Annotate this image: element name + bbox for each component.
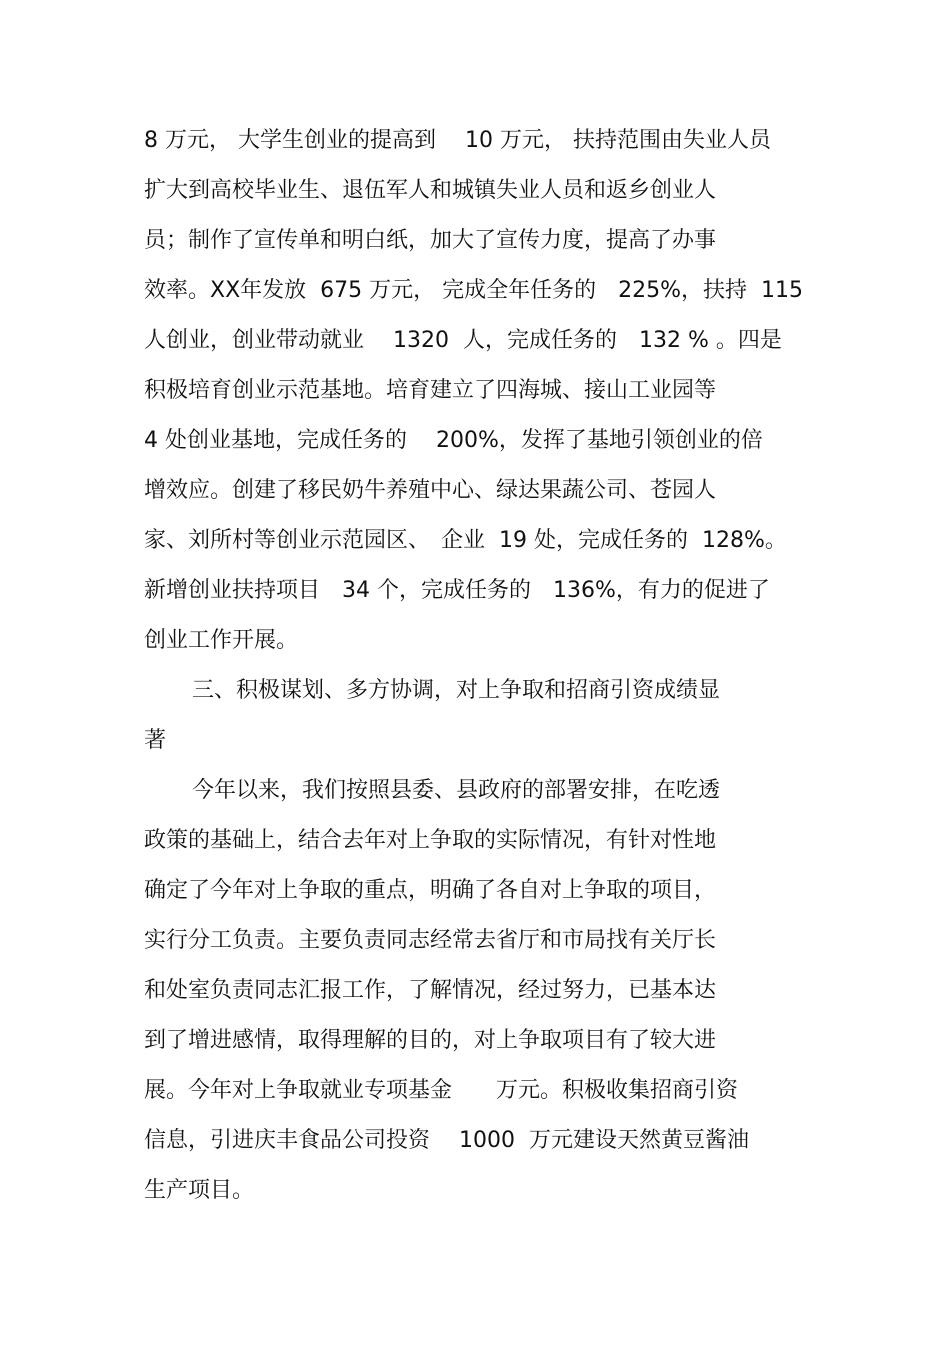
text-line-22: 生产项目。	[144, 1178, 255, 1203]
text-line-15: 政策的基础上，结合去年对上争取的实际情况，有针对性地	[144, 828, 717, 853]
text-line-7: 4 处创业基地，完成任务的 200%，发挥了基地引领创业的倍	[144, 428, 763, 453]
text-line-20: 展。今年对上争取就业专项基金 万元。积极收集招商引资	[144, 1078, 739, 1103]
text-line-3: 员；制作了宣传单和明白纸，加大了宣传力度，提高了办事	[144, 228, 717, 253]
section-heading-continued: 著	[144, 728, 167, 753]
text-line-21: 信息，引进庆丰食品公司投资 1000 万元建设天然黄豆酱油	[144, 1128, 749, 1153]
text-line-6: 积极培育创业示范基地。培育建立了四海城、接山工业园等	[144, 378, 717, 403]
text-line-9: 家、刘所村等创业示范园区、 企业 19 处，完成任务的 128%。	[144, 528, 787, 553]
text-line-11: 创业工作开展。	[144, 628, 299, 653]
text-line-14: 今年以来，我们按照县委、县政府的部署安排，在吃透	[192, 778, 721, 803]
text-line-10: 新增创业扶持项目 34 个，完成任务的 136%，有力的促进了	[144, 578, 770, 603]
text-line-19: 到了增进感情，取得理解的目的，对上争取项目有了较大进	[144, 1028, 717, 1053]
text-line-16: 确定了今年对上争取的重点，明确了各自对上争取的项目，	[144, 878, 717, 903]
text-line-1: 8 万元， 大学生创业的提高到 10 万元， 扶持范围由失业人员	[144, 128, 771, 153]
text-line-8: 增效应。创建了移民奶牛养殖中心、绿达果蔬公司、苍园人	[144, 478, 717, 503]
text-line-18: 和处室负责同志汇报工作，了解情况，经过努力，已基本达	[144, 978, 717, 1003]
text-line-2: 扩大到高校毕业生、退伍军人和城镇失业人员和返乡创业人	[144, 178, 717, 203]
text-line-17: 实行分工负责。主要负责同志经常去省厅和市局找有关厅长	[144, 928, 717, 953]
text-line-5: 人创业，创业带动就业 1320 人，完成任务的 132 % 。四是	[144, 328, 782, 353]
text-line-4: 效率。XX年发放 675 万元， 完成全年任务的 225%，扶持 115	[144, 278, 803, 303]
section-heading: 三、积极谋划、多方协调，对上争取和招商引资成绩显	[192, 678, 721, 703]
